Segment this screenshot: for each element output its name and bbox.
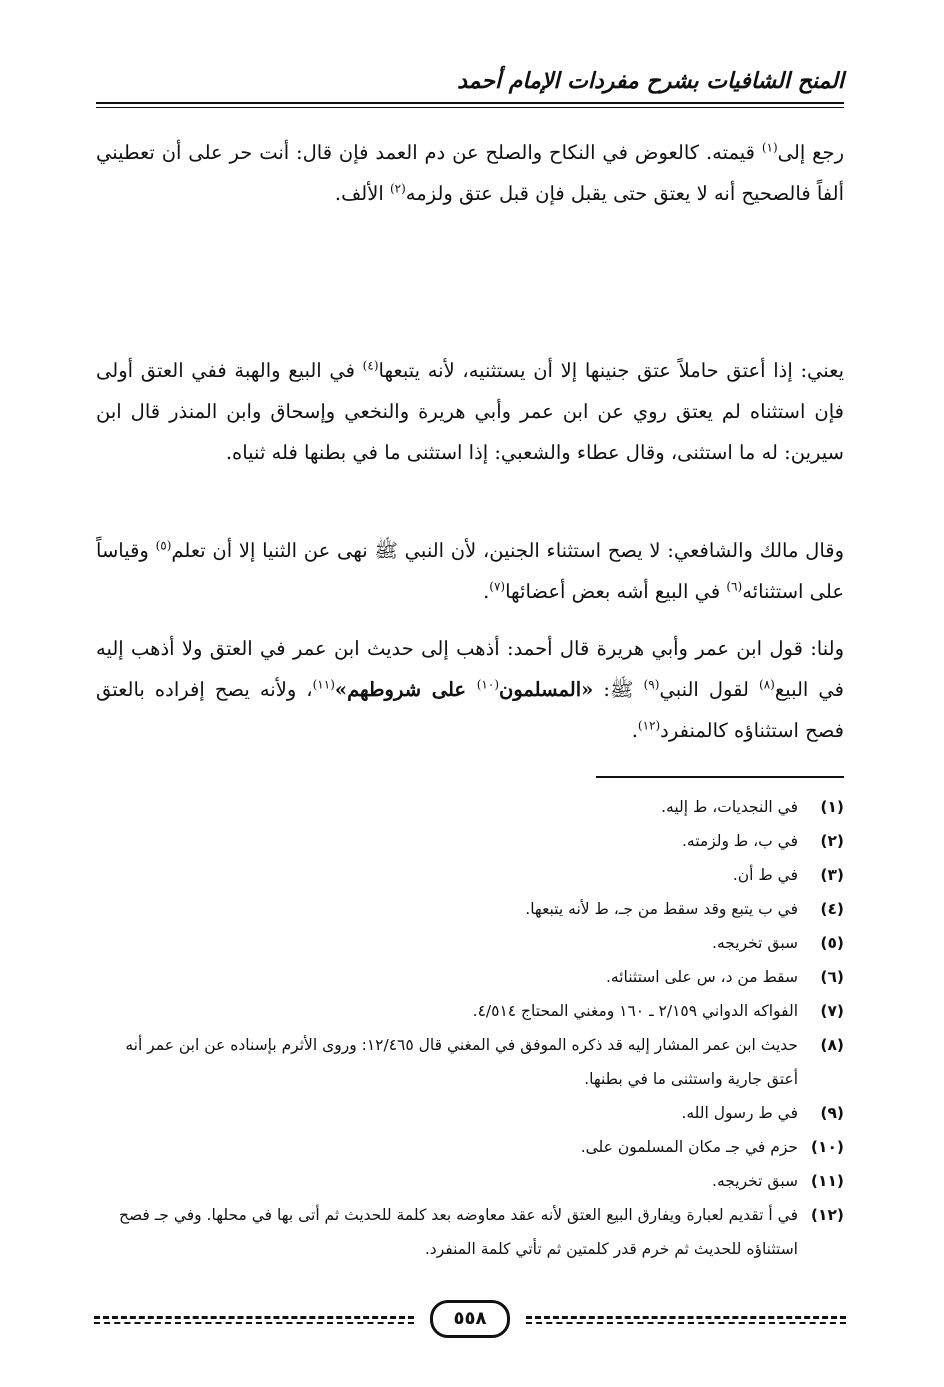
footnote-5 (96, 926, 844, 960)
p2-text-b: في البيع والهبة ففي العتق أولى فإن استثناه لم يعتق روي عن ابن عمر وأبي هريرة والنخعي وإسحاق وابن المنذر قال ابن سيرين: له ما استثنى، وقال عطاء والشعبي: إذا استثنى ما في بطنها فله ثنياه. (96, 359, 844, 464)
page-footer (94, 1300, 846, 1336)
footnote-number: (٥) (820, 934, 844, 952)
footnote-7 (96, 994, 844, 1028)
footnote-12 (96, 1198, 844, 1266)
footnote-2 (96, 824, 844, 858)
paragraph-1 (96, 132, 844, 228)
footnote-6 (96, 960, 844, 994)
footnote-number: (٢) (820, 832, 844, 850)
footnotes-list (96, 790, 844, 1266)
footnote-3 (96, 858, 844, 892)
p1-text-c: الألف. (334, 182, 390, 205)
header-rule (96, 102, 844, 104)
header-rule-thin (96, 107, 844, 108)
p3-text-d: . (483, 580, 490, 603)
verse-line (96, 278, 844, 322)
paragraph-2 (96, 350, 844, 487)
p4-text-c: ﷺ: (593, 678, 644, 701)
footnote-number: (١١) (810, 1172, 844, 1190)
footnote-text: سبق تخريجه. (712, 934, 798, 952)
paragraph-3-text (96, 530, 844, 612)
footnote-number: (١٠) (810, 1138, 844, 1156)
footnote-text: سبق تخريجه. (712, 1172, 798, 1190)
footnote-number: (١) (820, 798, 844, 816)
footnote-number: (٣) (820, 866, 844, 884)
footnote-number: (٤) (820, 900, 844, 918)
paragraph-4 (96, 628, 844, 765)
note-ref-12[interactable]: (١٢) (637, 718, 661, 733)
note-ref-1[interactable]: (١) (761, 140, 778, 155)
footnote-text: في ب، ط ولزمته. (681, 832, 798, 850)
note-ref-9[interactable]: (٩) (643, 677, 660, 692)
footer-dashes-right (526, 1316, 846, 1319)
footnote-text: الفواكه الدواني ٢/١٥٩ ـ ١٦٠ ومغني المحتاج ٤/٥١٤. (472, 1002, 798, 1020)
footnote-9 (96, 1096, 844, 1130)
footnote-text: في ط رسول الله. (681, 1104, 798, 1122)
footnote-number: (١٢) (810, 1206, 844, 1224)
paragraph-4-text (96, 628, 844, 751)
footnote-11 (96, 1164, 844, 1198)
footnote-text: في ب يتبع وقد سقط من جـ، ط لأنه يتبعها. (525, 900, 798, 918)
p2-text-a: يعني: إذا أعتق حاملاً عتق جنينها إلا أن يستثنيه، لأنه يتبعها (378, 359, 844, 382)
note-ref-6[interactable]: (٦) (726, 579, 743, 594)
footnote-text: حزم في جـ مكان المسلمون على. (580, 1138, 798, 1156)
note-ref-11[interactable]: (١١) (312, 677, 335, 692)
footnote-separator (596, 776, 844, 778)
note-ref-2[interactable]: (٢) (389, 181, 406, 196)
p4-text-b: لقول النبي (659, 678, 760, 701)
p3-text-a: وقال مالك والشافعي: لا يصح استثناء الجنين، لأن النبي ﷺ نهى عن الثنيا إلا أن تعلم (171, 539, 844, 562)
running-header (96, 64, 844, 104)
footer-dashes-left-thin (94, 1322, 414, 1324)
footnote-number: (٦) (820, 968, 844, 986)
footer-dashes-left (94, 1316, 414, 1319)
footnote-text: حديث ابن عمر المشار إليه قد ذكره الموفق في المغني قال ١٢/٤٦٥: وروى الأثرم بإسناده عن ابن عمر أنه أعتق جارية واستثنى ما في بطنها. (125, 1036, 798, 1088)
footnote-text: في ط أن. (732, 866, 798, 884)
footnote-4 (96, 892, 844, 926)
page-number: ٥٥٨ (430, 1300, 510, 1338)
p3-text-b: وقياساً على استثنائه (96, 539, 844, 603)
p1-text-a: رجع إلى (777, 141, 844, 164)
paragraph-2-text (96, 350, 844, 473)
note-ref-5[interactable]: (٥) (155, 538, 172, 553)
note-ref-7[interactable]: (٧) (489, 579, 506, 594)
footnote-text: في أ تقديم لعبارة ويفارق البيع العتق لأنه عقد معاوضه بعد كلمة للحديث ثم أتى بها في محلها. وفي جـ فصح استثناؤه للحديث ثم خرم قدر كلمتين ثم تأتي كلمة المنفرد. (118, 1206, 798, 1258)
note-ref-4[interactable]: (٤) (362, 358, 379, 373)
footnote-number: (٨) (820, 1036, 844, 1054)
p4-text-a: ولنا: قول ابن عمر وأبي هريرة قال أحمد: أذهب إلى حديث ابن عمر في العتق ولا أذهب إليه في البيع (96, 637, 844, 701)
footnote-text: سقط من د، س على استثنائه. (605, 968, 798, 986)
note-ref-8[interactable]: (٨) (759, 677, 775, 692)
footnote-text: في النجديات، ط إليه. (661, 798, 798, 816)
footnote-number: (٩) (820, 1104, 844, 1122)
paragraph-3 (96, 530, 844, 626)
p3-text-c: في البيع أشه بعض أعضائها (505, 580, 727, 603)
footer-dashes-right-thin (526, 1322, 846, 1324)
note-ref-10[interactable]: (١٠) (476, 677, 499, 692)
footnote-1 (96, 790, 844, 824)
p4-text-d: ، ولأنه يصح إفراده بالعتق فصح استثناؤه كالمنفرد (96, 678, 844, 742)
header-title: المنح الشافيات بشرح مفردات الإمام أحمد (457, 68, 844, 94)
hadith-quote-b: على شروطهم» (334, 678, 477, 701)
p4-text-e: . (631, 719, 638, 742)
paragraph-1-text (96, 132, 844, 214)
footnote-8 (96, 1028, 844, 1096)
footnote-10 (96, 1130, 844, 1164)
p1-text-b: قيمته. كالعوض في النكاح والصلح عن دم العمد فإن قال: أنت حر على أن تعطيني ألفاً فالصحيح أنه لا يعتق حتى يقبل فإن قبل عتق ولزمه (96, 141, 844, 205)
footnote-number: (٧) (820, 1002, 844, 1020)
hadith-quote-a: «المسلمون (499, 678, 594, 701)
